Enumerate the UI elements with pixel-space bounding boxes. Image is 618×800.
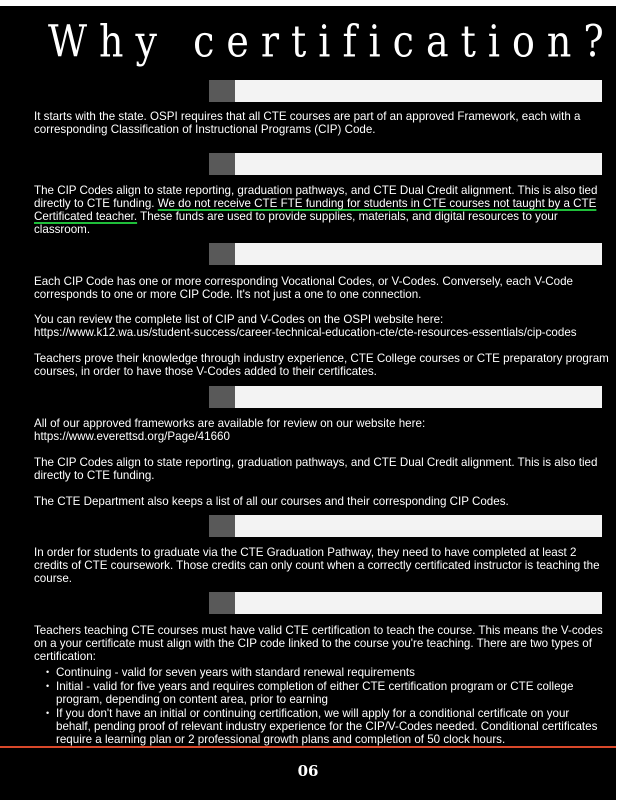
paragraph-framework: It starts with the state. OSPI requires that all CTE courses are part of an approved Framework, each with a corresponding Classification of Instructional Programs (CIP) Code. [34,110,581,136]
funding-text-end: These funds are used to provide supplies, materials, and digital resources to your classroom. [34,210,558,236]
document-page [0,6,616,800]
page-title: Why certification? [48,16,616,67]
ospi-url-link[interactable]: https://www.k12.wa.us/student-success/career-technical-education-cte/cte-resources-essentials/cip-codes [34,326,577,339]
paragraph-frameworks-link [34,417,612,443]
paragraph-vcodes: Each CIP Code has one or more corresponding Vocational Codes, or V-Codes. Conversely, each V-Code corresponds to one or more CIP Code. It's not just a one to one connection. [34,275,573,301]
section-divider-bar [209,515,602,537]
paragraph-funding [34,184,612,236]
page-number: 06 [297,762,319,780]
list-item: • Continuing - valid for seven years with standard renewal requirements [46,666,602,679]
paragraph-teacher-knowledge: Teachers prove their knowledge through industry experience, CTE College courses or CTE preparatory program courses, in order to have those V-Codes added to their certificates. [34,352,609,378]
frameworks-link-intro: All of our approved frameworks are available for review on our website here: [34,417,426,430]
section-divider-bar [209,80,602,102]
paragraph-ospi-link [34,313,612,339]
list-item: • If you don't have an initial or continuing certification, we will apply for a conditional certificate on your behalf, pending proof of relevant industry experience for the CIP/V-Codes needed. Conditional certificates require a learning plan or 2 professional growth plans and completion of 50 clock hours. [46,707,602,746]
section-divider-bar [209,243,602,265]
section-divider-bar [209,386,602,408]
footer-rule [0,746,616,748]
funding-text-start: The CIP Codes align to state reporting, graduation pathways, and CTE Dual Credit alignment. This is also tied directly to CTE funding. [34,184,598,210]
paragraph-cip-alignment: The CIP Codes align to state reporting, graduation pathways, and CTE Dual Credit alignment. This is also tied directly to CTE funding. [34,456,598,482]
certification-types-list [46,666,602,747]
ospi-link-intro: You can review the complete list of CIP and V-Codes on the OSPI website here: [34,313,444,326]
everett-url-link[interactable]: https://www.everettsd.org/Page/41660 [34,430,230,443]
paragraph-certification-types: Teachers teaching CTE courses must have valid CTE certification to teach the course. This means the V-codes on a your certificate must align with the CIP code linked to the course you're teaching. There are two types of certification: [34,624,603,663]
section-divider-bar [209,592,602,614]
section-divider-bar [209,153,602,175]
paragraph-course-list: The CTE Department also keeps a list of all our courses and their corresponding CIP Codes. [34,495,509,508]
paragraph-graduation-pathway: In order for students to graduate via the CTE Graduation Pathway, they need to have completed at least 2 credits of CTE coursework. Those credits can only count when a correctly certificated instructor is teaching the course. [34,546,600,585]
funding-highlight-text: We do not receive CTE FTE funding for students in CTE courses not taught by a CTE Certificated teacher. [34,197,597,223]
list-item: • Initial - valid for five years and requires completion of either CTE certification program or CTE college program, depending on content area, prior to earning [46,680,602,706]
